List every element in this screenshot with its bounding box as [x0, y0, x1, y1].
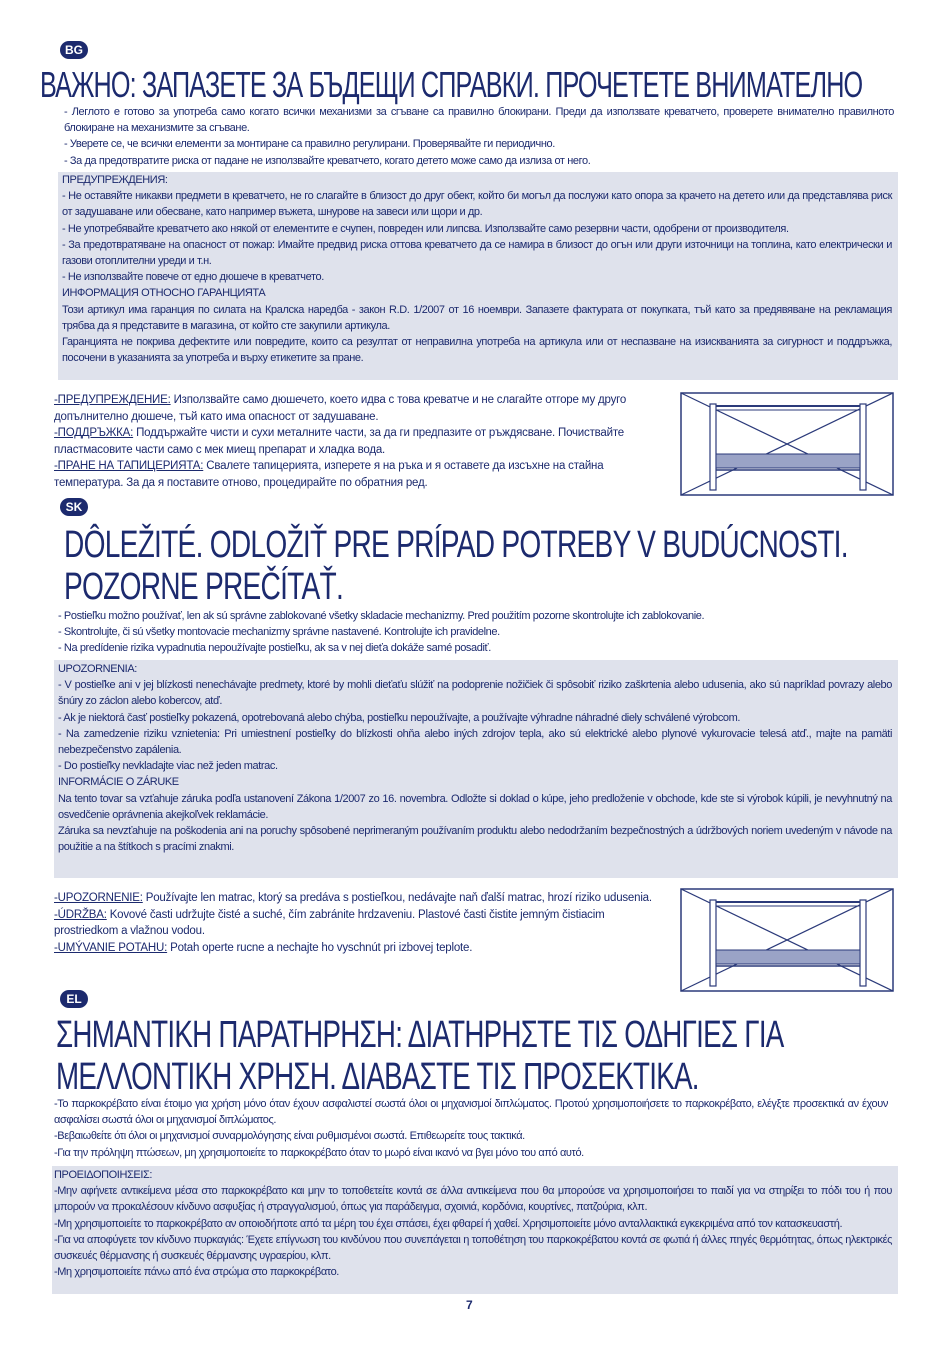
el-intro-item: -Βεβαιωθείτε ότι όλοι οι μηχανισμοί συναρμολόγησης είναι ρυθμισμένοι σωστά. Επιθεωρείτε τους τακτικά. — [54, 1130, 525, 1143]
bg-warning-item: - Не използвайте повече от едно дюшече в креватчето. — [62, 271, 324, 284]
el-intro — [54, 1096, 888, 1161]
bg-warning-item: - Не оставяйте никакви предмети в креватчето, не го слагайте в близост до друг обект, който би могъл да послужи като опора за крачето на детето или да представлява риск от задушаване или обесване, като например въжета, шнурове на завеси или щори и др. — [62, 190, 892, 219]
el-heading-line2: ΜΕΛΛΟΝΤΙΚΗ ΧΡΗΣΗ. ΔΙΑΒΑΣΤΕ ΤΙΣ ΠΡΟΣΕΚΤΙΚΑ. — [56, 1056, 699, 1098]
sk-warnings — [58, 661, 892, 855]
crossed-out-cot-figure — [680, 888, 894, 997]
bg-warranty-title: ИНФОРМАЦИЯ ОТНОСНО ГАРАНЦИЯТА — [62, 287, 266, 300]
el-warnings — [54, 1167, 892, 1280]
language-badge-el: EL — [60, 990, 88, 1008]
sk-warning-item: - Na zamedzenie riziku vznietenia: Pri umiestnení postieľky do blízkosti ohňa alebo iných zdrojov tepla, ako sú elektrické alebo plynové vykurovacie telesá atď., majte na pamäti nebezpečenstvo zapálenia. — [58, 727, 892, 757]
bg-intro-item: - Уверете се, че всички елементи за монтиране са правилно регулирани. Проверявайте ги периодично. — [64, 138, 555, 151]
sk-intro-item: - Skontrolujte, či sú všetky montovacie mechanizmy správne nastavené. Kontrolujte ich pravidelne. — [58, 626, 500, 639]
sk-warranty-item: Záruka sa nevzťahuje na poškodenia ani na poruchy spôsobené neprimeraným používaním produktu alebo nedodržaním bezpečnostných a údržbových noriem uvedeným v návode na použitie a na štítkoch s pracími znakmi. — [58, 825, 892, 854]
sk-intro-item: - Na predídenie rizika vypadnutia nepoužívajte postieľku, ak sa v nej dieťa dokáže samé posadiť. — [58, 642, 491, 655]
sk-care-item: -ÚDRŽBA: Kovové časti udržujte čisté a suché, čím zabránite hrdzaveniu. Plastové časti čistite jemným čistiacim prostriedkom a vlažnou vodou. — [54, 908, 605, 937]
bg-intro — [64, 104, 894, 169]
bg-warning-item: - Не употребявайте креватчето ако някой от елементите е счупен, повреден или липсва. Използвайте само резервни части, одобрени от производителя. — [62, 222, 789, 235]
sk-intro — [58, 608, 888, 657]
el-warning-item: -Μη χρησιμοποιείτε το παρκοκρέβατο αν οποιοδήποτε από τα μέρη του έχει σπάσει, έχει φθαρεί ή χαθεί. Χρησιμοποιείτε μόνο ανταλλακτικά εγκεκριμένα από τον κατασκευαστή. — [54, 1217, 843, 1230]
sk-warning-item: - Ak je niektorá časť postieľky pokazená, opotrebovaná alebo chýba, postieľku nepoužívajte, a používajte výhradne náhradné diely schválené výrobcom. — [58, 711, 741, 724]
sk-heading-line1: DÔLEŽITÉ. ODLOŽIŤ PRE PRÍPAD POTREBY V BUDÚCNOSTI. — [64, 524, 848, 566]
el-warnings-title: ΠΡΟΕΙΔΟΠΟΙΗΣΕΙΣ: — [54, 1169, 153, 1181]
sk-care-instructions — [54, 890, 666, 956]
language-badge-sk: SK — [60, 498, 88, 516]
el-warning-item: -Για να αποφύγετε τον κίνδυνο πυρκαγιάς: Έχετε επίγνωση του κινδύνου που συνεπάγεται η τοποθέτηση του παρκοκρέβατου κοντά σε φωτιά ή άλλες πηγές θερμότητας, όπως ηλεκτρικές συσκευές θέρμανσης ή συσκευές θέρμανσης υγραερίου, κλπ. — [54, 1233, 892, 1263]
sk-warning-item: - V postieľke ani v jej blízkosti nenechávajte predmety, ktoré by mohli dieťaťu slúžiť na podoprenie nožičiek či spôsobiť riziko zaškrtenia alebo udusenia, ako sú napríklad povrazy alebo šnúry zo záclon alebo kobercov, atď. — [58, 679, 892, 708]
bg-warnings-title: ПРЕДУПРЕЖДЕНИЯ: — [62, 174, 168, 186]
page-number: 7 — [466, 1298, 473, 1312]
bg-warranty-item: Гаранцията не покрива дефектите или повредите, които са резултат от неправилна употреба на артикула или от неспазване на изискванията за сигурност и поддръжка, посочени в указанията за употреба и върху етикетите за пране. — [62, 336, 892, 365]
el-warning-item: -Μη χρησιμοποιείτε πάνω από ένα στρώμα στο παρκοκρέβατο. — [54, 1266, 339, 1279]
bg-warranty-item: Този артикул има гаранция по силата на Кралска наредба - закон R.D. 1/2007 от 16 ноември. Запазете фактурата от покупката, тъй като за предявяване на рекламация трябва да я представите в магазина, от който сте закупили артикула. — [62, 303, 892, 332]
el-intro-item: -Το παρκοκρέβατο είναι έτοιμο για χρήση μόνο όταν έχουν ασφαλιστεί σωστά όλοι οι μηχανισμοί διπλώματος. Προτού χρησιμοποιήσετε το παρκοκρέβατο, ελέγξτε προσεκτικά αν έχουν ασφαλίσει σωστά όλοι οι μηχανισμοί διπλώματος. — [54, 1098, 888, 1127]
cot-illustration-icon — [680, 888, 894, 992]
el-intro-item: -Για την πρόληψη πτώσεων, μη χρησιμοποιείτε το παρκοκρέβατο όταν το μωρό είναι ικανό να βγει μόνο του από αυτό. — [54, 1146, 584, 1159]
bg-care-instructions — [54, 392, 666, 491]
el-heading-line1: ΣΗΜΑΝΤΙΚΗ ΠΑΡΑΤΗΡΗΣΗ: ΔΙΑΤΗΡΗΣΤΕ ΤΙΣ ΟΔΗΓΙΕΣ ΓΙΑ — [56, 1014, 784, 1056]
bg-care-item: -ПРЕДУПРЕЖДЕНИЕ: Използвайте само дюшечето, което идва с това креватче и не слагайте отгоре му друго допълнително дюшече, тъй като има опасност от задушаване. — [54, 394, 627, 423]
sk-warranty-item: Na tento tovar sa vzťahuje záruka podľa ustanovení Zákona 1/2007 zo 16. novembra. Odložte si doklad o kúpe, jeho predloženie v obchode, kde ste si výrobok kúpili, je nevyhnutný na osvedčenie oprávnenia akejkoľvek reklamácie. — [58, 792, 892, 821]
bg-care-item: -ПОДДРЪЖКА: Поддържайте чисти и сухи металните части, за да ги предпазите от ръждясване. Почиствайте пластмасовите части само с мек миещ препарат и хладка вода. — [54, 427, 624, 456]
sk-warnings-title: UPOZORNENIA: — [58, 663, 137, 675]
bg-warnings — [62, 172, 892, 366]
sk-care-item: -UMÝVANIE POTAHU: Potah operte rucne a nechajte ho vyschnút pri izbovej teplote. — [54, 941, 473, 954]
crossed-out-cot-figure — [680, 392, 894, 501]
bg-intro-item: - Леглото е готово за употреба само когато всички механизми за сгъване са правилно блокирани. Преди да използвате креватчето, проверете внимателно правилното блокиране на механизмите за сгъване. — [64, 106, 894, 135]
bg-care-item: -ПРАНЕ НА ТАПИЦЕРИЯТА: Свалете тапицерията, изперете я на ръка и я оставете да изсъхне на стайна температура. За да я поставите отново, процедирайте по обратния ред. — [54, 460, 604, 489]
bg-warning-item: - За предотвратяване на опасност от пожар: Имайте предвид риска оттова креватчето да се намира в близост до огън или други източници на топлина, като електрически и газови отоплителни уреди и т.н. — [62, 238, 892, 268]
bg-heading: ВАЖНО: ЗАПАЗЕТЕ ЗА БЪДЕЩИ СПРАВКИ. ПРОЧЕТЕТЕ ВНИМАТЕЛНО — [40, 64, 863, 105]
language-badge-bg: BG — [60, 41, 88, 59]
sk-care-item: -UPOZORNENIE: Používajte len matrac, ktorý sa predáva s postieľkou, nedávajte naň ďalší matrac, hrozí riziko udusenia. — [54, 892, 652, 904]
bg-intro-item: - За да предотвратите риска от падане не използвайте креватчето, когато детето може само да излиза от него. — [64, 154, 591, 167]
sk-intro-item: - Postieľku možno používať, len ak sú správne zablokované všetky skladacie mechanizmy. Pred použitím pozorne skontrolujte ich zablokovanie. — [58, 610, 705, 622]
cot-illustration-icon — [680, 392, 894, 496]
sk-warranty-title: INFORMÁCIE O ZÁRUKE — [58, 776, 179, 789]
sk-warning-item: - Do postieľky nevkladajte viac než jeden matrac. — [58, 760, 278, 773]
sk-heading-line2: POZORNE PREČÍTAŤ. — [64, 566, 344, 608]
el-warning-item: -Μην αφήνετε αντικείμενα μέσα στο παρκοκρέβατο και μην το τοποθετείτε κοντά σε άλλα αντικείμενα που θα μπορούσε να χρησιμοποιήσει το παιδί για να στηρίξει το πόδι του ή που μπορούν να προκαλέσουν κίνδυνο ασφυξίας ή στραγγαλισμού, όπως για παράδειγμα, σχοινιά, κορδόνια, κουρτίνες, πατζούρια, κλπ. — [54, 1185, 892, 1214]
